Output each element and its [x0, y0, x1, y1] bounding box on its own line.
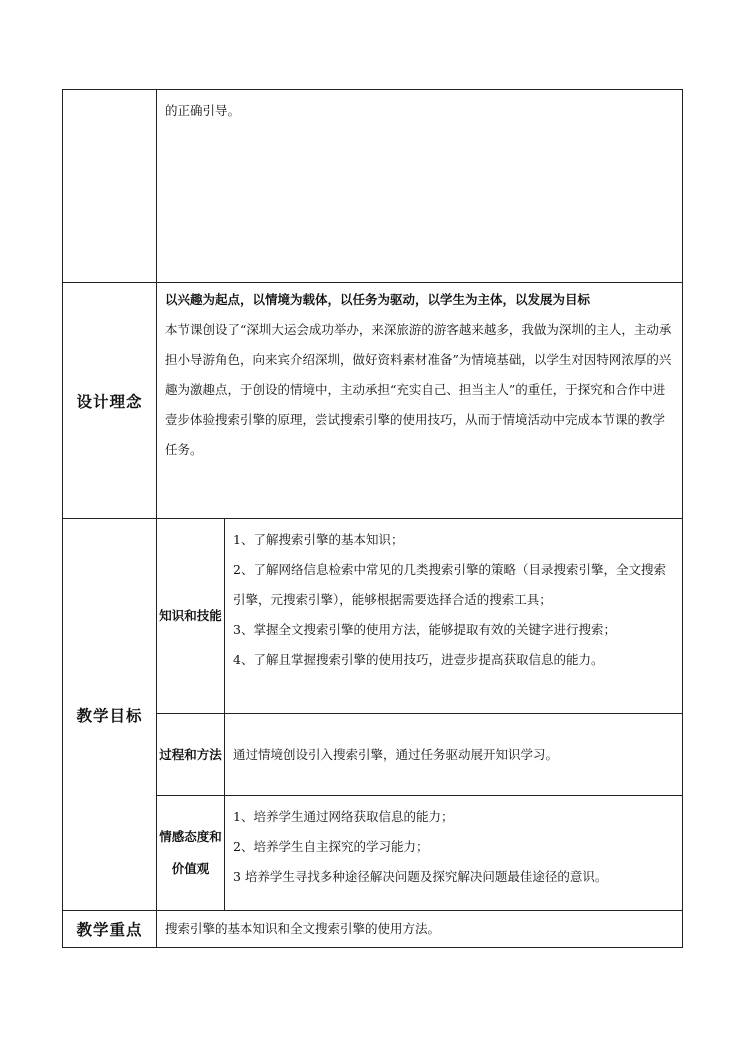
knowledge-item: 4、了解且掌握搜索引擎的使用技巧，进壹步提高获取信息的能力。: [233, 652, 604, 667]
objectives-label: 教学目标: [63, 519, 157, 911]
emotion-label-text: 情感态度和价值观: [159, 829, 222, 876]
knowledge-item: 1、了解搜索引擎的基本知识；: [233, 532, 404, 547]
row-knowledge: [63, 519, 683, 714]
knowledge-item: 2、了解网络信息检索中常见的几类搜索引擎的策略（目录搜索引擎，全文搜索引擎，元搜索引擎），能够根据需要选择合适的搜索工具；: [233, 562, 666, 607]
emotion-label: [157, 796, 225, 911]
emotion-item: 2、培养学生自主探究的学习能力；: [233, 839, 429, 854]
design-concept-label: 设计理念: [63, 283, 157, 519]
row-continuation: [63, 90, 683, 283]
continuation-text: 的正确引导。: [165, 103, 241, 118]
continuation-cell: [157, 90, 683, 283]
emotion-item: 3 培养学生寻找多种途径解决问题及探究解决问题最佳途径的意识。: [233, 869, 608, 884]
process-cell: [225, 714, 683, 796]
design-concept-paragraph: 本节课创设了“深圳大运会成功举办，来深旅游的游客越来越多，我做为深圳的主人，主动承担小导游角色，向来宾介绍深圳，做好资料素材准备”为情境基础，以学生对因特网浓厚的兴趣为激趣点，于创设的情境中，主动承担“充实自己、担当主人”的重任，于探究和合作中进壹步体验搜索引擎的原理，尝试搜索引擎的使用技巧，从而于情境活动中完成本节课的教学任务。: [165, 322, 672, 457]
design-concept-cell: [157, 283, 683, 519]
process-label: [157, 714, 225, 796]
emotion-item: 1、培养学生通过网络获取信息的能力；: [233, 809, 454, 824]
knowledge-item: 3、掌握全文搜索引擎的使用方法，能够提取有效的关键字进行搜索；: [233, 622, 616, 637]
lesson-plan-table: [62, 89, 683, 948]
row-keypoint: [63, 911, 683, 948]
row-design-concept: [63, 283, 683, 519]
knowledge-label-text: 知识和技能: [159, 608, 222, 623]
keypoint-text: 搜索引擎的基本知识和全文搜索引擎的使用方法。: [165, 921, 441, 936]
keypoint-label: 教学重点: [63, 911, 157, 948]
knowledge-label: [157, 519, 225, 714]
design-concept-heading: 以兴趣为起点，以情境为载体，以任务为驱动，以学生为主体，以发展为目标: [165, 292, 591, 307]
keypoint-cell: [157, 911, 683, 948]
row-label-empty: [63, 90, 157, 283]
emotion-cell: [225, 796, 683, 911]
process-label-text: 过程和方法: [159, 746, 222, 762]
knowledge-cell: [225, 519, 683, 714]
process-item: 通过情境创设引入搜索引擎，通过任务驱动展开知识学习。: [233, 746, 559, 762]
